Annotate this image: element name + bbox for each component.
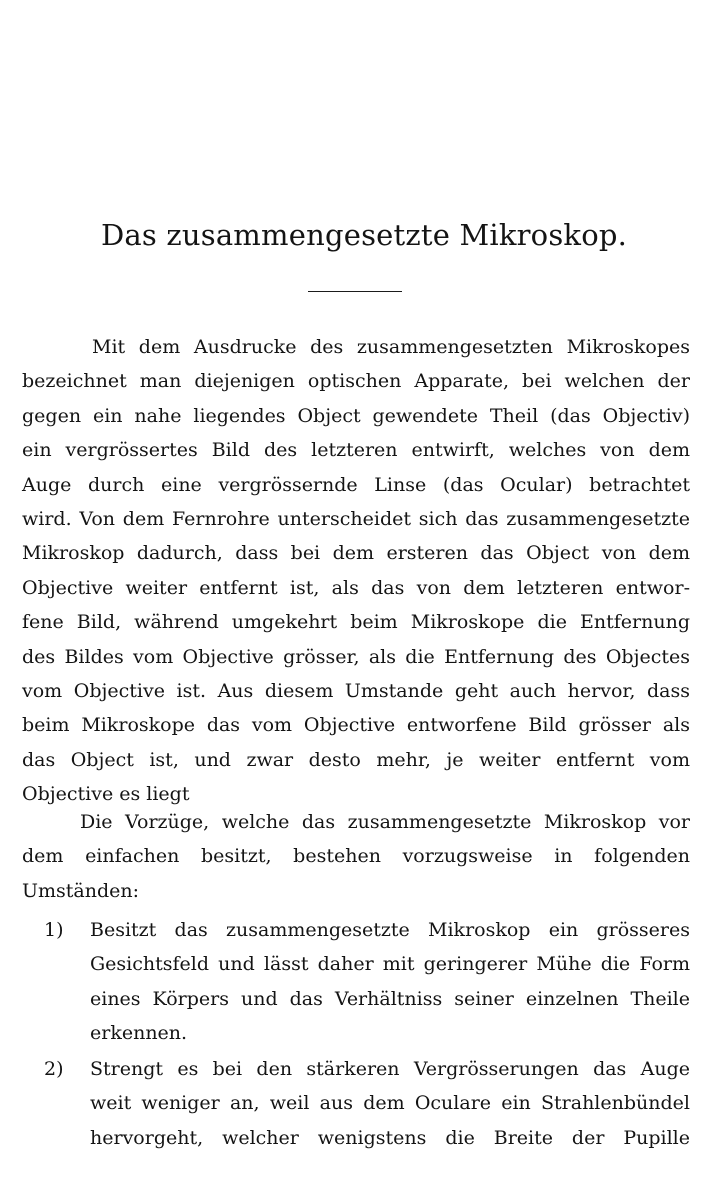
text-line: Die Vorzüge, welche das zusammengesetzte Mikroskop vor <box>80 811 690 833</box>
list-item-number: 1) <box>44 919 64 941</box>
text-line: Objective es liegt <box>22 783 190 806</box>
paragraph-advantages <box>22 805 690 908</box>
text-line: dem einfachen besitzt, bestehen vorzugsweise in folgenden <box>22 845 690 868</box>
chapter-title: Das zusammengesetzte Mikroskop. <box>100 218 628 252</box>
text-line: des Bildes vom Objective grösser, als die Entfernung des Objectes <box>22 645 690 668</box>
text-line: weit weniger an, weil aus dem Oculare ein Strahlenbündel <box>90 1092 690 1115</box>
text-line: das Object ist, und zwar desto mehr, je weiter entfernt vom <box>22 748 690 771</box>
paragraph-intro <box>22 330 690 812</box>
text-line: eines Körpers und das Verhältniss seiner einzelnen Theile <box>90 987 690 1010</box>
text-line: wird. Von dem Fernrohre unterscheidet sich das zusammengesetzte <box>22 508 690 531</box>
text-line: erkennen. <box>90 1022 188 1045</box>
text-line: hervorgeht, welcher wenigstens die Breite der Pupille <box>90 1126 690 1149</box>
text-line: fene Bild, während umgekehrt beim Mikroskope die Entfernung <box>22 611 690 634</box>
text-line: gegen ein nahe liegendes Object gewendete Theil (das Objectiv) <box>22 404 690 427</box>
list-item-text <box>90 913 690 1051</box>
text-line: Umständen: <box>22 879 140 902</box>
text-line: Gesichtsfeld und lässt daher mit geringerer Mühe die Form <box>90 953 690 976</box>
text-line: Auge durch eine vergrössernde Linse (das Ocular) betrachtet <box>22 473 690 496</box>
list-item-number: 2) <box>44 1058 64 1080</box>
text-line: Besitzt das zusammengesetzte Mikroskop ein grösseres <box>90 919 690 941</box>
text-line: Mit dem Ausdrucke des zusammengesetzten Mikroskopes <box>92 336 690 358</box>
text-line: vom Objective ist. Aus diesem Umstande geht auch hervor, dass <box>22 680 690 703</box>
text-line: Strengt es bei den stärkeren Vergrösserungen das Auge <box>90 1058 690 1080</box>
list-item-text <box>90 1052 690 1155</box>
text-line: ein vergrössertes Bild des letzteren entwirft, welches von dem <box>22 439 690 462</box>
text-line: beim Mikroskope das vom Objective entworfene Bild grösser als <box>22 714 690 737</box>
text-line: Objective weiter entfernt ist, als das von dem letzteren entwor- <box>22 576 690 599</box>
title-divider <box>308 291 402 292</box>
text-line: Mikroskop dadurch, dass bei dem ersteren das Object von dem <box>22 542 690 565</box>
text-line: bezeichnet man diejenigen optischen Apparate, bei welchen der <box>22 370 690 393</box>
